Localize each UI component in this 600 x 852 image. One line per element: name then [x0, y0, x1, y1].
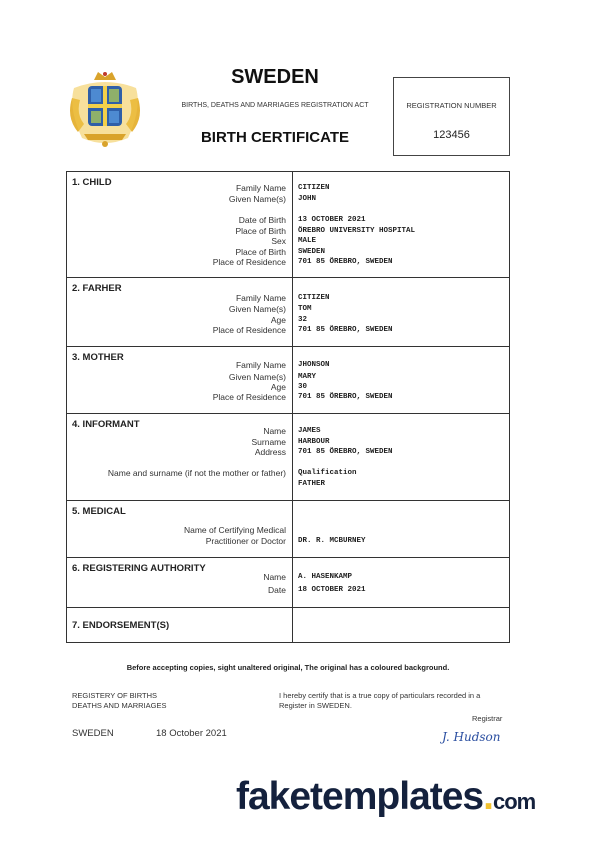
field-label: Place of Birth [235, 226, 286, 236]
field-label: Sex [271, 236, 286, 246]
field-value: 18 OCTOBER 2021 [298, 586, 366, 594]
field-label: Place of Residence [212, 325, 286, 335]
registrar-signature: J. Hudson [442, 730, 501, 744]
row-practitioner-label [67, 525, 509, 536]
row-age [67, 315, 509, 326]
field-value: JHONSON [298, 361, 330, 369]
field-value: JAMES [298, 427, 321, 435]
field-label: Given Name(s) [228, 304, 286, 314]
row-family-name [67, 183, 509, 194]
section-father [67, 278, 509, 347]
row-place-of-residence [67, 325, 509, 336]
field-value: HARBOUR [298, 438, 330, 446]
row-name [67, 572, 509, 583]
section-title: 1. CHILD [72, 177, 112, 188]
field-label: Address [254, 447, 286, 457]
section-informant [67, 414, 509, 501]
country-title: SWEDEN [231, 66, 319, 88]
field-value: Qualification [298, 469, 357, 477]
field-value: 701 85 ÖREBRO, SWEDEN [298, 448, 393, 456]
row-age [67, 382, 509, 393]
section-title: 3. MOTHER [72, 352, 124, 363]
registration-label: REGISTRATION NUMBER [406, 101, 497, 110]
section-title: 2. FARHER [72, 283, 122, 294]
field-label: Family Name [235, 183, 286, 193]
row-place-of-birth-country [67, 247, 509, 258]
section-child [67, 172, 509, 278]
coat-of-arms-icon [64, 68, 146, 148]
row-date [67, 585, 509, 596]
field-value: SWEDEN [298, 248, 326, 256]
field-value: FATHER [298, 480, 326, 488]
field-label: Name of Certifying Medical [183, 525, 286, 535]
field-label: Date of Birth [238, 215, 286, 225]
section-title: 7. ENDORSEMENT(S) [72, 620, 170, 631]
row-date-of-birth [67, 215, 509, 226]
row-given-names [67, 372, 509, 383]
field-label: Practitioner or Doctor [205, 536, 286, 546]
registrar-label: Registrar [472, 714, 503, 723]
certify-line-1: I hereby certify that is a true copy of particulars recorded in a [279, 691, 481, 700]
row-qualification-value [67, 479, 509, 490]
field-value: 32 [298, 316, 308, 324]
section-endorsement [67, 608, 509, 642]
field-value: 701 85 ÖREBRO, SWEDEN [298, 393, 393, 401]
certify-line-2: Register in SWEDEN. [279, 701, 352, 710]
row-address [67, 447, 509, 458]
field-label: Given Name(s) [228, 372, 286, 382]
field-label: Family Name [235, 360, 286, 370]
section-registering-authority [67, 558, 509, 608]
watermark-name: faketemplates [236, 775, 484, 818]
row-given-names [67, 194, 509, 205]
registry-line-1: REGISTERY OF BIRTHS [72, 691, 158, 700]
field-value: 30 [298, 383, 308, 391]
field-label: Surname [251, 437, 286, 447]
row-family-name [67, 293, 509, 304]
field-label: Name and surname (if not the mother or father) [107, 468, 286, 478]
watermark-tld: com [492, 789, 536, 814]
row-family-name [67, 360, 509, 371]
field-value: 701 85 ÖREBRO, SWEDEN [298, 326, 393, 334]
document-title: BIRTH CERTIFICATE [200, 129, 350, 146]
row-surname [67, 437, 509, 448]
footer-date: 18 October 2021 [156, 728, 227, 739]
row-qualification [67, 468, 509, 479]
field-label: Given Name(s) [228, 194, 286, 204]
field-value: JOHN [298, 195, 317, 203]
field-label: Place of Residence [212, 257, 286, 267]
certificate-table [66, 171, 510, 643]
section-title: 6. REGISTERING AUTHORITY [72, 563, 206, 574]
field-label: Name [263, 572, 286, 582]
field-value: TOM [298, 305, 312, 313]
field-value: ÖREBRO UNIVERSITY HOSPITAL [298, 227, 416, 235]
footer-country: SWEDEN [72, 728, 114, 739]
row-place-of-residence [67, 392, 509, 403]
section-title: 5. MEDICAL [72, 506, 126, 517]
field-value: A. HASENKAMP [298, 573, 353, 581]
field-value: CITIZEN [298, 294, 330, 302]
field-label: Family Name [235, 293, 286, 303]
watermark-dot: . [483, 775, 493, 818]
field-value: DR. R. MCBURNEY [298, 537, 366, 545]
field-label: Place of Residence [212, 392, 286, 402]
field-label: Name [263, 426, 286, 436]
section-title: 4. INFORMANT [72, 419, 140, 430]
registration-number-box [393, 77, 510, 156]
field-value: MALE [298, 237, 317, 245]
section-mother [67, 347, 509, 414]
section-medical [67, 501, 509, 558]
field-label: Date [268, 585, 286, 595]
row-practitioner [67, 536, 509, 547]
row-given-names [67, 304, 509, 315]
row-place-of-birth [67, 226, 509, 237]
field-value: MARY [298, 373, 317, 381]
field-value: CITIZEN [298, 184, 330, 192]
field-value: 13 OCTOBER 2021 [298, 216, 366, 224]
field-value: 701 85 ÖREBRO, SWEDEN [298, 258, 393, 266]
registration-act: BIRTHS, DEATHS AND MARRIAGES REGISTRATION ACT [181, 102, 369, 109]
registry-line-2: DEATHS AND MARRIAGES [72, 701, 167, 710]
notice-text: Before accepting copies, sight unaltered original, The original has a coloured background. [126, 663, 450, 672]
registration-number: 123456 [433, 129, 470, 141]
field-label: Place of Birth [235, 247, 286, 257]
watermark-logo [236, 775, 535, 819]
row-name [67, 426, 509, 437]
row-place-of-residence [67, 257, 509, 268]
field-label: Age [270, 382, 286, 392]
row-sex [67, 236, 509, 247]
field-label: Age [270, 315, 286, 325]
